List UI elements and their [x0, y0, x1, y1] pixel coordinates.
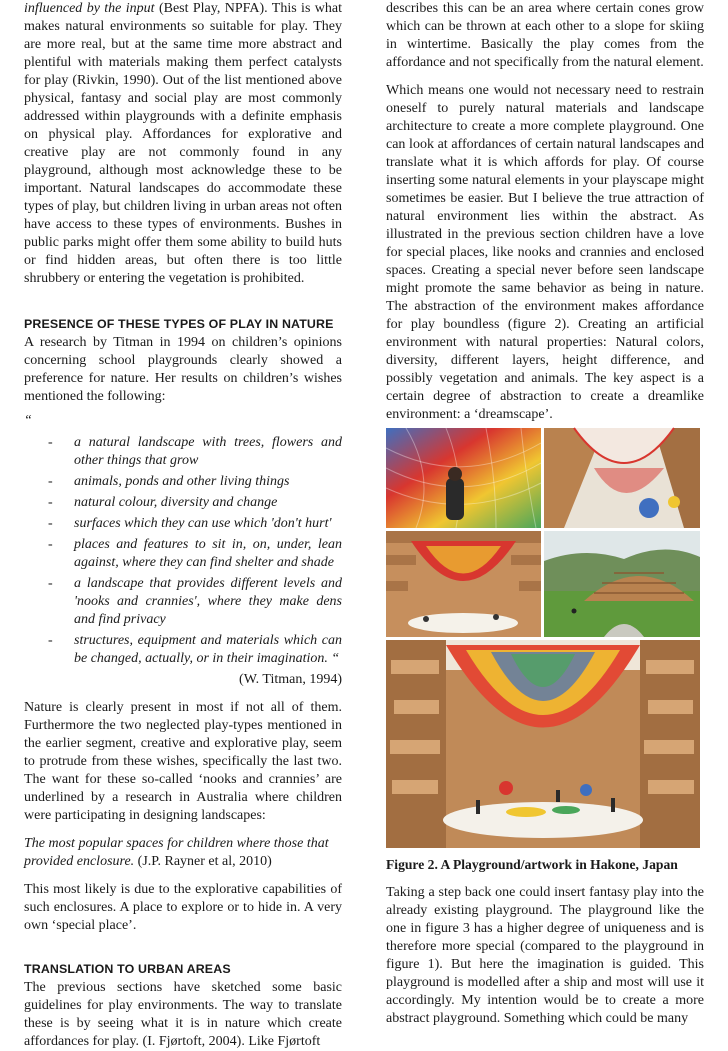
photo-red-net-interior: [386, 531, 541, 637]
wish-text: places and features to sit in, on, under, lean against, where they can find shelter and shade: [74, 537, 342, 570]
photo-wood-net: [544, 428, 700, 528]
wish-item: [24, 494, 342, 512]
wish-text: a natural landscape with trees, flowers and other things that grow: [74, 435, 342, 468]
bullet-dash: -: [48, 516, 53, 531]
bullet-dash: -: [48, 537, 53, 552]
paragraph-cones-affordance: describes this can be an area where certain cones grow which can be thrown at each other to a slope for skiing in wintertime. Basically the play comes from the affordance and not specifically from the natural element.: [386, 1, 704, 70]
paragraph-nature-present: Nature is clearly present in most if not all of them. Furthermore the two neglected play-types mentioned in the earlier segment, creative and explorative play, seem to protrude from these wishes, specifically the last two. The want for these so-called ‘nooks and crannies’ are underlined by a research in Australia where children were participating in designing landscapes:: [24, 700, 342, 823]
left-column: [24, 0, 342, 1051]
figure-hakone-playground: [386, 428, 700, 848]
paragraph-text: (Best Play, NPFA). This is what makes natural environments so suitable for play. They are more real, but at the same time more abstract and plentiful with materials making them perfect catalysts for play (Rivkin, 1990). Out of the list mentioned above physical, fantasy and social play are most commonly addressed within playgrounds with a definite emphasis on physical play. Affordances for explorative and creative play are not commonly found in any playground, although most acknowledge these to be important. Natural landscapes do accommodate these types of play, but children living in urban areas not often have access to these types of environments. Bushes in public parks might offer them some ability to build huts or find hidden areas, but often there is too little shrubbery or entering the vegetation is prohibited.: [24, 1, 342, 286]
paragraph-titman-research: A research by Titman in 1994 on children’s opinions concerning school playgrounds clearly showed a preference for nature. Her results on children’s wishes mentioned the following:: [24, 335, 342, 404]
paragraph-abstract-playground: Which means one would not necessary need to restrain oneself to purely natural materials and landscape architecture to create a more complete playground. One can look at affordances of certain natural landscapes and translate what it is which affords for play. Of course inserting some natural elements in your playscape might sometimes be easier. But I believe the true attraction of natural environment lies within the abstract. As illustrated in the previous section children have a love for special places, like nooks and crannies and enclosed spaces. Creating a special never before seen landscape might promote the same behavior as being in nature. The abstraction of the environment makes affordance for play boundless (figure 2). Creating an artificial environment with natural properties: Natural colors, diversity, different layers, height difference, and possibly vegetation and animals. The key aspect is a certain degree of abstraction to create a dreamlike environment: a ‘dreamscape’.: [386, 83, 704, 422]
paragraph-translation: The previous sections have sketched some basic guidelines for play environments. The way to translate these is by seeing what it is in nature which create affordances for play. (I. Fjørtoft, 2004). Like Fjørtoft: [24, 980, 342, 1049]
quote-open-mark: “: [24, 413, 32, 428]
wish-text: a landscape that provides different levels and 'nooks and crannies', where they make dens and find privacy: [74, 576, 342, 627]
emphasis-input: influenced by the input: [24, 1, 155, 16]
wish-text: natural colour, diversity and change: [74, 495, 278, 510]
right-column: [386, 0, 704, 1028]
photo-pavilion-exterior: [544, 531, 700, 637]
wish-item: [24, 434, 342, 470]
paragraph-play-input: [24, 0, 342, 288]
bullet-dash: -: [48, 474, 53, 489]
paragraph-enclosures: This most likely is due to the explorative capabilities of such enclosures. A place to explore or to hide in. A very own ‘special place’.: [24, 882, 342, 933]
photo-hakone-net-large: [386, 640, 700, 848]
wish-item: [24, 632, 342, 668]
wish-item: [24, 473, 342, 491]
heading-urban-areas: TRANSLATION TO URBAN AREAS: [24, 962, 231, 976]
wish-text: animals, ponds and other living things: [74, 474, 290, 489]
photo-net-child: [386, 428, 541, 528]
wish-text: surfaces which they can use which 'don't hurt': [74, 516, 332, 531]
wishes-list: [24, 434, 342, 668]
quote-reference: (J.P. Rayner et al, 2010): [134, 854, 272, 869]
quote-text: The most popular spaces for children where those that provided enclosure.: [24, 836, 329, 869]
bullet-dash: -: [48, 576, 53, 591]
paragraph-fantasy-play: Taking a step back one could insert fantasy play into the already existing playground. The playground like the one in figure 3 has a higher degree of uniqueness and is therefore more special (compared to the playground in figure 1). But here the imagination is guided. This playground is modelled after a ship and most will use it accordingly. My intention would be to create a more abstract playground. Something which could be many: [386, 885, 704, 1026]
wish-item: [24, 536, 342, 572]
wishes-citation: (W. Titman, 1994): [239, 672, 342, 687]
wish-text: structures, equipment and materials which can be changed, actually, or in their imagination. “: [74, 633, 342, 666]
bullet-dash: -: [48, 633, 53, 648]
wish-item: [24, 515, 342, 533]
figure-caption: Figure 2. A Playground/artwork in Hakone, Japan: [386, 857, 678, 872]
bullet-dash: -: [48, 435, 53, 450]
wish-item: [24, 575, 342, 629]
quote-rayner: [24, 835, 342, 871]
heading-play-in-nature: PRESENCE OF THESE TYPES OF PLAY IN NATURE: [24, 317, 334, 331]
bullet-dash: -: [48, 495, 53, 510]
